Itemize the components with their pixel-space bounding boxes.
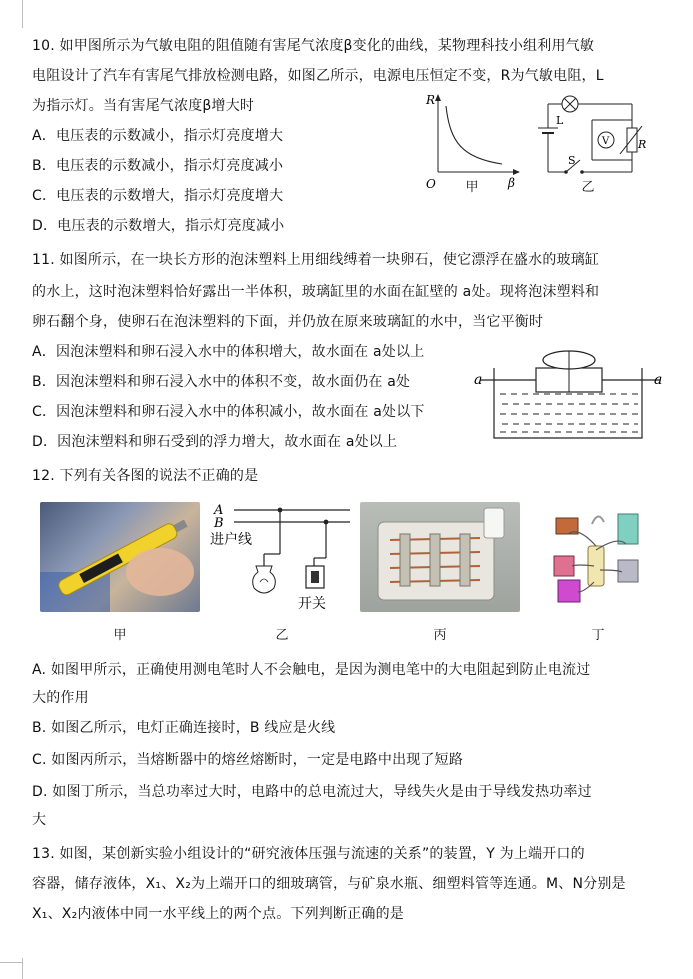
bulb-icon bbox=[253, 566, 276, 593]
q11-line-1: 11. 如图所示，在一块长方形的泡沫塑料上用细线缚着一块卵石，使它漂浮在盛水的玻璃缸 bbox=[32, 252, 600, 268]
q12-illustration-overload bbox=[548, 506, 648, 610]
q11-line-2: 的水上，这时泡沫塑料恰好露出一半体积，玻璃缸里的水面在缸壁的 a处。现将泡沫塑料和 bbox=[32, 284, 600, 300]
q11-line-3: 卵石翻个身，使卵石在泡沫塑料的下面，并仍放在原来玻璃缸的水中，当它平衡时 bbox=[32, 314, 544, 330]
q11-option-d: D．因泡沫塑料和卵石受到的浮力增大，故水面在 a处以上 bbox=[32, 434, 398, 450]
q10-line-3: 为指示灯。当有害尾气浓度β增大时 bbox=[32, 98, 255, 114]
q12-option-a-line-1: A. 如图甲所示，正确使用测电笔时人不会触电，是因为测电笔中的大电阻起到防止电流过 bbox=[32, 662, 591, 678]
q10-option-b: B．电压表的示数减小，指示灯亮度减小 bbox=[32, 158, 284, 174]
switch-text-label: 开关 bbox=[298, 596, 326, 612]
q12-caption-bing: 丙 bbox=[433, 628, 447, 643]
q12-option-a-line-2: 大的作用 bbox=[32, 690, 89, 706]
q13-line-2: 容器，储存液体，X₁、X₂为上端开口的细玻璃管，与矿泉水瓶、细塑料管等连通。M、N分别是 bbox=[32, 876, 626, 892]
q12-caption-jia: 甲 bbox=[113, 628, 127, 643]
q12-figure-wiring bbox=[208, 498, 354, 616]
level-mark-left: a bbox=[474, 372, 483, 388]
q12-caption-yi: 乙 bbox=[275, 628, 289, 643]
switch-label: S bbox=[568, 154, 576, 167]
corner-mark-bottom bbox=[22, 958, 23, 979]
q10-line-2: 电阻设计了汽车有害尾气排放检测电路，如图乙所示，电源电压恒定不变，R为气敏电阻，L bbox=[32, 68, 604, 84]
level-mark-right: a bbox=[654, 372, 663, 388]
voltmeter-label: V bbox=[602, 136, 610, 147]
q10-option-d: D．电压表的示数增大，指示灯亮度减小 bbox=[32, 218, 285, 234]
corner-mark-bottom-h bbox=[0, 962, 22, 963]
q12-photo-test-pen bbox=[40, 502, 200, 612]
wall-switch-icon bbox=[306, 566, 324, 588]
lamp-icon bbox=[562, 96, 578, 112]
q10-option-c: C．电压表的示数增大，指示灯亮度增大 bbox=[32, 188, 284, 204]
q13-line-1: 13. 如图，某创新实验小组设计的“研究液体压强与流速的关系”的装置，Y 为上端开口的 bbox=[32, 846, 585, 862]
q11-figure-tank bbox=[472, 338, 668, 442]
water-dashes bbox=[500, 394, 638, 432]
q10-figure-yi-circuit bbox=[520, 92, 646, 182]
q13-line-3: X₁、X₂内液体中同一水平线上的两个点。下列判断正确的是 bbox=[32, 906, 405, 922]
resistance-curve bbox=[446, 106, 502, 164]
q10-figure-yi-caption: 乙 bbox=[581, 180, 595, 195]
q10-option-a: A．电压表的示数减小，指示灯亮度增大 bbox=[32, 128, 284, 144]
q12-photo-fuse bbox=[360, 502, 520, 612]
y-axis-label: R bbox=[426, 93, 436, 107]
q10-figure-jia-caption: 甲 bbox=[465, 180, 479, 195]
q12-option-d-line-2: 大 bbox=[32, 812, 47, 828]
wire-label-a: A bbox=[214, 503, 224, 518]
q12-option-d-line-1: D. 如图丁所示，当总功率过大时，电路中的总电流过大，导线失火是由于导线发热功率过 bbox=[32, 784, 592, 800]
q12-caption-ding: 丁 bbox=[591, 628, 605, 643]
origin-label: O bbox=[426, 177, 436, 191]
q11-option-c: C．因泡沫塑料和卵石浸入水中的体积减小，故水面在 a处以下 bbox=[32, 404, 425, 420]
service-line-label: 进户线 bbox=[210, 532, 252, 548]
resistor-label: R bbox=[638, 138, 646, 151]
q12-option-c: C. 如图丙所示，当熔断器中的熔丝熔断时，一定是电路中出现了短路 bbox=[32, 752, 464, 768]
wire-label-b: B bbox=[214, 516, 224, 531]
corner-mark-top bbox=[22, 0, 23, 28]
q11-option-a: A．因泡沫塑料和卵石浸入水中的体积增大，故水面在 a处以上 bbox=[32, 344, 425, 360]
q10-line-1: 10. 如甲图所示为气敏电阻的阻值随有害尾气浓度β变化的曲线，某物理科技小组利用气敏 bbox=[32, 38, 595, 54]
q11-option-b: B．因泡沫塑料和卵石浸入水中的体积不变，故水面仍在 a处 bbox=[32, 374, 411, 390]
q12-stem: 12. 下列有关各图的说法不正确的是 bbox=[32, 468, 259, 484]
lamp-label: L bbox=[556, 114, 564, 127]
x-axis-label: β bbox=[508, 176, 515, 190]
q12-option-b: B. 如图乙所示，电灯正确连接时，B 线应是火线 bbox=[32, 720, 336, 736]
